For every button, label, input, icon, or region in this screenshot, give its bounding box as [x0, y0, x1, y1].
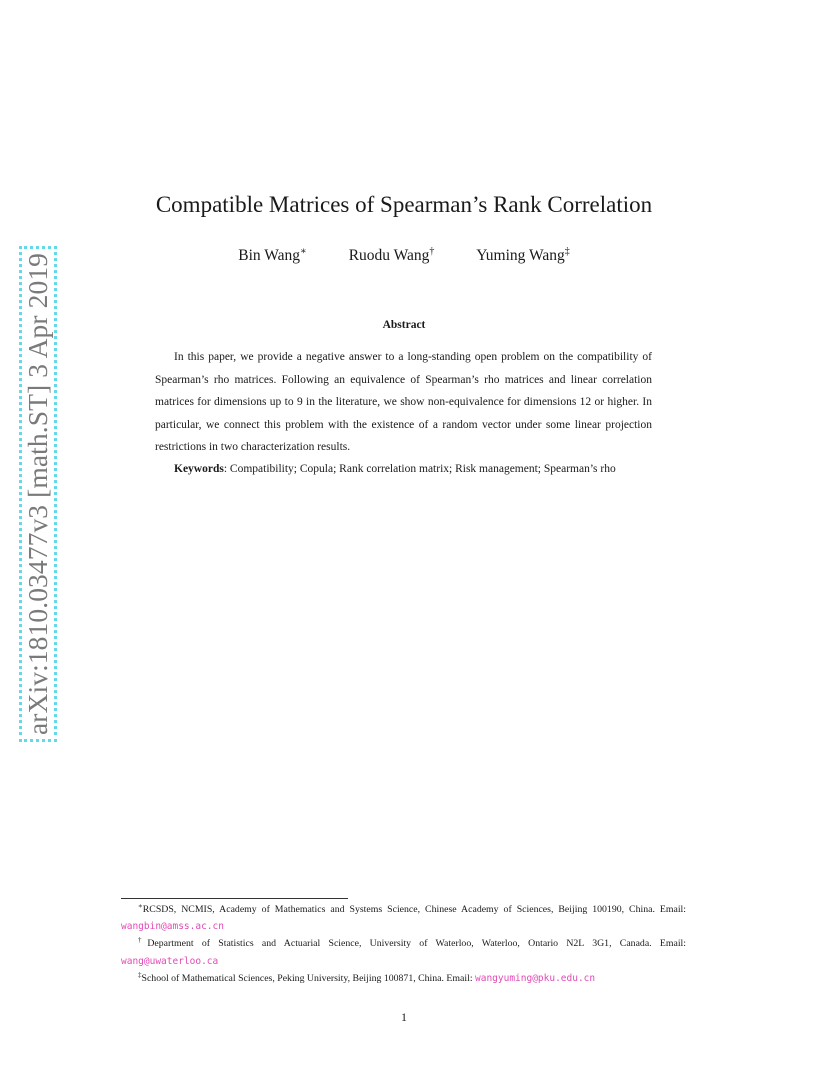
footnote-mark: ∗ — [138, 902, 143, 910]
author-footnote-mark: ‡ — [564, 246, 570, 257]
author-footnote-mark: † — [429, 246, 435, 257]
footnotes — [121, 901, 686, 987]
email-link[interactable]: wang@uwaterloo.ca — [121, 955, 219, 967]
footnote-text: RCSDS, NCMIS, Academy of Mathematics and Systems Science, Chinese Academy of Sciences, Beijing 100190, China. Email: — [142, 904, 686, 915]
paper-title: Compatible Matrices of Spearman’s Rank Correlation — [155, 192, 653, 217]
author-bin-wang — [238, 247, 307, 265]
author-name: Ruodu Wang — [348, 247, 430, 264]
keywords-text: : Compatibility; Copula; Rank correlation matrix; Risk management; Spearman’s rho — [223, 463, 616, 475]
author-name: Yuming Wang — [476, 247, 565, 264]
footnote-divider — [121, 898, 348, 899]
author-list — [0, 247, 808, 265]
author-name: Bin Wang — [238, 247, 301, 264]
author-ruodu-wang — [349, 247, 435, 265]
footnote-text: Department of Statistics and Actuarial Science, University of Waterloo, Waterloo, Ontario N2L 3G1, Canada. Email: — [147, 938, 687, 950]
email-link[interactable]: wangyuming@pku.edu.cn — [475, 972, 596, 984]
email-link[interactable]: wangbin@amss.ac.cn — [121, 921, 224, 933]
abstract-heading: Abstract — [382, 319, 426, 331]
author-footnote-mark: ∗ — [300, 246, 307, 257]
footnote-mark: † — [138, 936, 148, 945]
footnote-affiliation-2 — [121, 935, 686, 969]
page-number: 1 — [401, 1010, 407, 1024]
abstract-body: In this paper, we provide a negative answer to a long-standing open problem on the compatibility of Spearman’s rho matrices. Following an equivalence of Spearman’s rho matrices and linear correlation matrices for dimensions up to 9 in the literature, we show non-equivalence for dimensions 12 or higher. In particular, we connect this problem with the existence of a random vector under some linear projection restrictions in two characterization results. — [155, 351, 652, 453]
footnote-affiliation-3 — [121, 970, 686, 987]
keywords-label: Keywords — [174, 463, 224, 475]
footnote-text: School of Mathematical Sciences, Peking University, Beijing 100871, China. Email: — [141, 972, 475, 984]
footnote-mark: ‡ — [138, 970, 142, 979]
footnote-affiliation-1 — [121, 901, 686, 935]
arxiv-identifier: arXiv:1810.03477v3 [math.ST] 3 Apr 2019 — [19, 246, 57, 742]
keywords — [174, 458, 654, 480]
author-yuming-wang — [476, 247, 569, 265]
